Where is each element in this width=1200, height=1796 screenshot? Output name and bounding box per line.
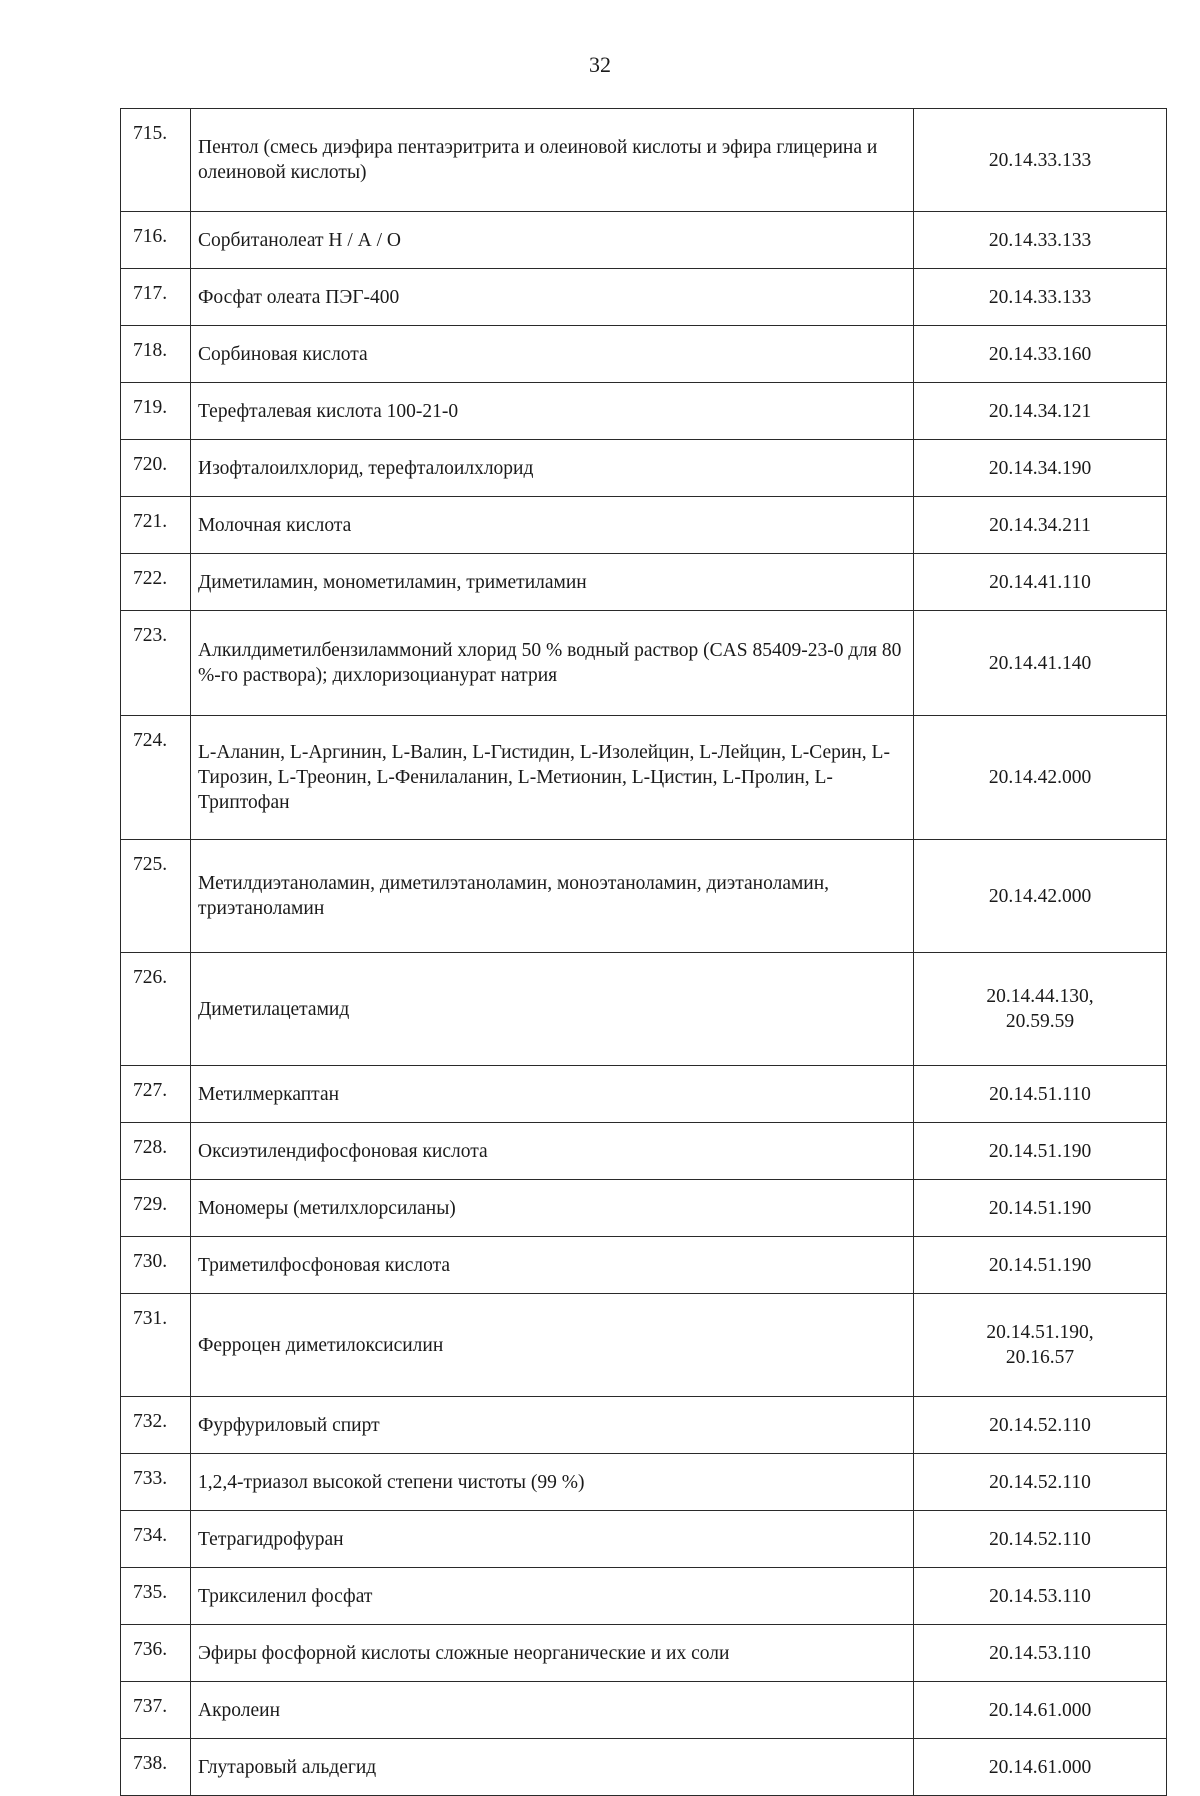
table-row — [121, 1397, 1167, 1454]
okpd-code — [914, 440, 1167, 497]
okpd-code — [914, 269, 1167, 326]
row-number: 719. — [121, 383, 191, 440]
substance-name: Метилмеркаптан — [191, 1066, 914, 1123]
table-row — [121, 212, 1167, 269]
code-line: 20.14.53.110 — [989, 1642, 1091, 1664]
substance-name: Тетрагидрофуран — [191, 1511, 914, 1568]
table-row — [121, 1180, 1167, 1237]
okpd-code — [914, 1625, 1167, 1682]
code-line: 20.14.51.190 — [988, 1254, 1092, 1276]
code-line: 20.16.57 — [1005, 1347, 1075, 1368]
substance-name: Фосфат олеата ПЭГ-400 — [191, 269, 914, 326]
row-number: 721. — [121, 497, 191, 554]
substance-name: Ферроцен диметилоксисилин — [191, 1294, 914, 1397]
code-line: 20.14.51.190 — [988, 1140, 1092, 1162]
row-number: 718. — [121, 326, 191, 383]
code-line: 20.14.41.140 — [988, 652, 1092, 674]
table-row — [121, 840, 1167, 953]
okpd-code — [914, 212, 1167, 269]
code-line: 20.14.33.133 — [988, 229, 1092, 251]
row-number: 724. — [121, 716, 191, 840]
substance-name: Изофталоилхлорид, терефталоилхлорид — [191, 440, 914, 497]
okpd-code — [914, 1237, 1167, 1294]
okpd-code — [914, 953, 1167, 1066]
substance-name: Триметилфосфоновая кислота — [191, 1237, 914, 1294]
row-number: 728. — [121, 1123, 191, 1180]
substance-name: Алкилдиметилбензиламмоний хлорид 50 % водный раствор (CAS 85409-23-0 для 80 %-го раствора); дихлоризоцианурат натрия — [191, 611, 914, 716]
row-number: 730. — [121, 1237, 191, 1294]
substance-name: Пентол (смесь диэфира пентаэритрита и олеиновой кислоты и эфира глицерина и олеиновой кислоты) — [191, 109, 914, 212]
code-line: 20.14.44.130, — [986, 986, 1094, 1007]
table-row — [121, 109, 1167, 212]
code-line: 20.59.59 — [1005, 1011, 1075, 1032]
substance-name: Диметилацетамид — [191, 953, 914, 1066]
row-number: 737. — [121, 1682, 191, 1739]
row-number: 735. — [121, 1568, 191, 1625]
row-number: 734. — [121, 1511, 191, 1568]
code-line: 20.14.34.190 — [988, 457, 1092, 479]
table-row — [121, 1066, 1167, 1123]
row-number: 716. — [121, 212, 191, 269]
okpd-code — [914, 1511, 1167, 1568]
okpd-code — [914, 109, 1167, 212]
table-row — [121, 1739, 1167, 1796]
code-line: 20.14.34.211 — [989, 514, 1091, 536]
page-number: 32 — [589, 52, 611, 77]
row-number: 729. — [121, 1180, 191, 1237]
row-number: 736. — [121, 1625, 191, 1682]
row-number: 725. — [121, 840, 191, 953]
table-row — [121, 1568, 1167, 1625]
substance-name: Мономеры (метилхлорсиланы) — [191, 1180, 914, 1237]
okpd-code — [914, 1454, 1167, 1511]
okpd-code — [914, 1123, 1167, 1180]
code-line: 20.14.52.110 — [989, 1528, 1091, 1550]
okpd-code — [914, 383, 1167, 440]
substance-name: Метилдиэтаноламин, диметилэтаноламин, моноэтаноламин, диэтаноламин, триэтаноламин — [191, 840, 914, 953]
code-line: 20.14.42.000 — [988, 885, 1092, 907]
table-row — [121, 611, 1167, 716]
substance-name: Молочная кислота — [191, 497, 914, 554]
substance-name: Эфиры фосфорной кислоты сложные неорганические и их соли — [191, 1625, 914, 1682]
substance-name: Оксиэтилендифосфоновая кислота — [191, 1123, 914, 1180]
code-line: 20.14.52.110 — [989, 1414, 1091, 1436]
code-line: 20.14.51.190, — [986, 1322, 1094, 1343]
substance-name: Глутаровый альдегид — [191, 1739, 914, 1796]
row-number: 720. — [121, 440, 191, 497]
substance-name: L-Аланин, L-Аргинин, L-Валин, L-Гистидин, L-Изолейцин, L-Лейцин, L-Серин, L-Тирозин, L-Треонин, L-Фенилаланин, L-Метионин, L-Цистин, L-Пролин, L-Триптофан — [191, 716, 914, 840]
substance-name: Сорбитанолеат Н / А / О — [191, 212, 914, 269]
substance-name: Терефталевая кислота 100-21-0 — [191, 383, 914, 440]
table-row — [121, 554, 1167, 611]
substance-name: Сорбиновая кислота — [191, 326, 914, 383]
code-line: 20.14.51.190 — [988, 1197, 1092, 1219]
substances-table — [120, 108, 1167, 1796]
code-line: 20.14.61.000 — [988, 1699, 1092, 1721]
code-line: 20.14.51.110 — [989, 1083, 1091, 1105]
okpd-code — [914, 1682, 1167, 1739]
okpd-code — [914, 1066, 1167, 1123]
table-row — [121, 1682, 1167, 1739]
substance-name: 1,2,4-триазол высокой степени чистоты (99 %) — [191, 1454, 914, 1511]
table-row — [121, 1123, 1167, 1180]
okpd-code — [914, 840, 1167, 953]
code-line: 20.14.33.133 — [988, 286, 1092, 308]
okpd-code — [914, 554, 1167, 611]
okpd-code — [914, 1180, 1167, 1237]
okpd-code — [914, 1397, 1167, 1454]
table-row — [121, 383, 1167, 440]
row-number: 732. — [121, 1397, 191, 1454]
okpd-code — [914, 1568, 1167, 1625]
substance-name: Диметиламин, монометиламин, триметиламин — [191, 554, 914, 611]
code-line: 20.14.41.110 — [989, 571, 1091, 593]
substance-name: Акролеин — [191, 1682, 914, 1739]
row-number: 738. — [121, 1739, 191, 1796]
table-row — [121, 1237, 1167, 1294]
row-number: 723. — [121, 611, 191, 716]
table-row — [121, 269, 1167, 326]
okpd-code — [914, 716, 1167, 840]
okpd-code — [914, 611, 1167, 716]
code-line: 20.14.33.160 — [988, 343, 1092, 365]
row-number: 733. — [121, 1454, 191, 1511]
row-number: 722. — [121, 554, 191, 611]
row-number: 717. — [121, 269, 191, 326]
row-number: 731. — [121, 1294, 191, 1397]
code-line: 20.14.61.000 — [988, 1756, 1092, 1778]
table-row — [121, 326, 1167, 383]
substance-name: Фурфуриловый спирт — [191, 1397, 914, 1454]
code-line: 20.14.33.133 — [988, 149, 1092, 171]
table-row — [121, 1454, 1167, 1511]
code-line: 20.14.42.000 — [988, 767, 1092, 788]
table-row — [121, 1294, 1167, 1397]
table-row — [121, 497, 1167, 554]
row-number: 726. — [121, 953, 191, 1066]
substance-name: Триксиленил фосфат — [191, 1568, 914, 1625]
table-row — [121, 716, 1167, 840]
code-line: 20.14.34.121 — [988, 400, 1092, 422]
okpd-code — [914, 497, 1167, 554]
row-number: 727. — [121, 1066, 191, 1123]
table-row — [121, 1625, 1167, 1682]
table-row — [121, 953, 1167, 1066]
code-line: 20.14.52.110 — [989, 1471, 1091, 1493]
table-row — [121, 440, 1167, 497]
okpd-code — [914, 326, 1167, 383]
row-number: 715. — [121, 109, 191, 212]
okpd-code — [914, 1294, 1167, 1397]
okpd-code — [914, 1739, 1167, 1796]
table-row — [121, 1511, 1167, 1568]
code-line: 20.14.53.110 — [989, 1585, 1091, 1607]
